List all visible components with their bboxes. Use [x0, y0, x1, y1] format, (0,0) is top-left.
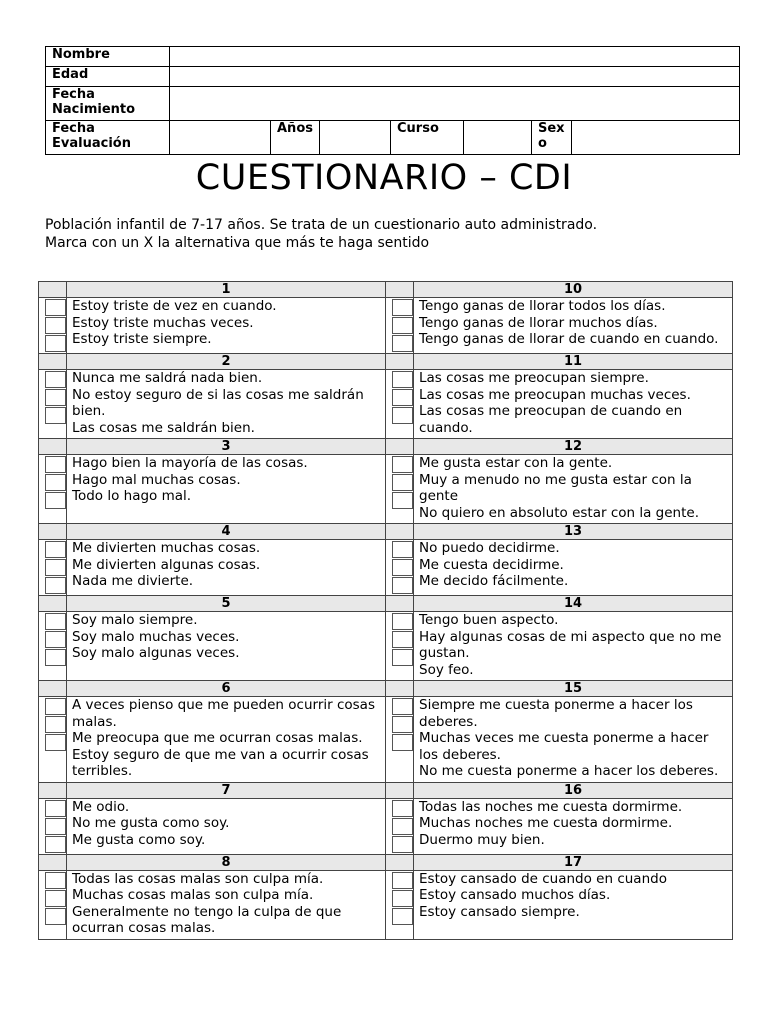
answer-option: Las cosas me preocupan muchas veces. — [419, 386, 691, 403]
answer-option: Tengo buen aspecto. — [419, 612, 559, 628]
number-cell-blank — [386, 354, 414, 370]
answer-checkbox[interactable] — [45, 649, 66, 666]
checkbox-column — [386, 540, 414, 596]
answer-option: Me gusta estar con la gente. — [419, 455, 613, 471]
answer-option: Tengo ganas de llorar muchos días. — [419, 314, 658, 331]
answer-option: Me divierten algunas cosas. — [72, 556, 261, 573]
answer-option: Hago mal muchas cosas. — [72, 471, 241, 488]
answer-option: Muchas veces me cuesta ponerme a hacer los deberes. — [419, 730, 709, 763]
answer-checkbox[interactable] — [45, 818, 66, 835]
answer-checkbox[interactable] — [392, 836, 413, 853]
item-number-row — [39, 354, 733, 370]
answer-option: Siempre me cuesta ponerme a hacer los deberes. — [419, 697, 693, 730]
answer-checkbox[interactable] — [45, 389, 66, 406]
number-cell-blank — [386, 282, 414, 298]
answer-option: Estoy triste siempre. — [72, 331, 212, 347]
answer-checkbox[interactable] — [392, 631, 413, 648]
options-column — [414, 798, 733, 854]
item-number-row — [39, 854, 733, 870]
item-number: 5 — [67, 596, 386, 612]
answer-option: Hay algunas cosas de mi aspecto que no me gustan. — [419, 628, 722, 661]
item-options-row — [39, 540, 733, 596]
student-info-table — [45, 46, 740, 155]
curso-label: Curso — [391, 121, 464, 155]
answer-checkbox[interactable] — [392, 908, 413, 925]
answer-checkbox[interactable] — [392, 559, 413, 576]
page-title: CUESTIONARIO – CDI — [195, 158, 573, 198]
checkbox-column — [39, 455, 67, 524]
checkbox-column — [39, 870, 67, 939]
answer-checkbox[interactable] — [392, 890, 413, 907]
item-number: 10 — [414, 282, 733, 298]
answer-checkbox[interactable] — [45, 299, 66, 316]
questionnaire-body — [39, 282, 733, 940]
options-column — [414, 298, 733, 354]
options-column — [67, 540, 386, 596]
fecha-nacimiento-label: Fecha Nacimiento — [46, 87, 170, 121]
answer-option: Todas las cosas malas son culpa mía. — [72, 870, 324, 887]
answer-option: Todas las noches me cuesta dormirme. — [419, 798, 683, 815]
answer-option: Estoy cansado de cuando en cuando — [419, 870, 667, 887]
sexo-label: Sex o — [532, 121, 572, 155]
answer-option: A veces pienso que me pueden ocurrir cosas malas. — [72, 697, 375, 730]
item-number: 15 — [414, 681, 733, 697]
answer-option: Me divierten muchas cosas. — [72, 540, 261, 556]
answer-checkbox[interactable] — [392, 474, 413, 491]
answer-option: Todo lo hago mal. — [72, 488, 192, 504]
item-number: 16 — [414, 782, 733, 798]
answer-checkbox[interactable] — [392, 716, 413, 733]
answer-checkbox[interactable] — [392, 734, 413, 751]
options-column — [67, 798, 386, 854]
item-options-row — [39, 370, 733, 439]
fecha-nacimiento-field[interactable] — [170, 87, 740, 121]
checkbox-column — [39, 798, 67, 854]
checkbox-column — [39, 298, 67, 354]
checkbox-column — [386, 370, 414, 439]
fecha-evaluacion-label: Fecha Evaluación — [46, 121, 170, 155]
intro-line: Marca con un X la alternativa que más te haga sentido — [45, 235, 430, 251]
item-number: 14 — [414, 596, 733, 612]
checkbox-column — [386, 697, 414, 783]
number-cell-blank — [39, 354, 67, 370]
answer-checkbox[interactable] — [392, 335, 413, 352]
answer-option: Las cosas me preocupan de cuando en cuando. — [419, 403, 683, 436]
checkbox-column — [386, 798, 414, 854]
item-number: 8 — [67, 854, 386, 870]
options-column — [67, 697, 386, 783]
answer-checkbox[interactable] — [392, 613, 413, 630]
checkbox-column — [39, 612, 67, 681]
answer-checkbox[interactable] — [45, 335, 66, 352]
answer-option: Me gusta como soy. — [72, 831, 206, 848]
number-cell-blank — [39, 524, 67, 540]
number-cell-blank — [39, 681, 67, 697]
answer-checkbox[interactable] — [392, 872, 413, 889]
answer-checkbox[interactable] — [45, 613, 66, 630]
item-options-row — [39, 455, 733, 524]
item-options-row — [39, 697, 733, 783]
nombre-field[interactable] — [170, 47, 740, 67]
options-column — [67, 370, 386, 439]
checkbox-column — [39, 697, 67, 783]
answer-option: Estoy cansado siempre. — [419, 903, 580, 920]
answer-checkbox[interactable] — [45, 698, 66, 715]
anos-label: Años — [271, 121, 320, 155]
answer-option: Las cosas me preocupan siempre. — [419, 370, 649, 386]
answer-checkbox[interactable] — [45, 371, 66, 388]
number-cell-blank — [386, 596, 414, 612]
answer-checkbox[interactable] — [392, 800, 413, 817]
answer-option: Muy a menudo no me gusta estar con la gente — [419, 471, 692, 504]
options-column — [67, 298, 386, 354]
fecha-evaluacion-field[interactable] — [170, 121, 271, 155]
answer-checkbox[interactable] — [392, 541, 413, 558]
checkbox-column — [386, 870, 414, 939]
answer-checkbox[interactable] — [392, 577, 413, 594]
item-number: 13 — [414, 524, 733, 540]
item-number-row — [39, 439, 733, 455]
answer-checkbox[interactable] — [392, 698, 413, 715]
item-options-row — [39, 870, 733, 939]
answer-checkbox[interactable] — [392, 818, 413, 835]
answer-checkbox[interactable] — [392, 317, 413, 334]
item-number: 17 — [414, 854, 733, 870]
number-cell-blank — [386, 681, 414, 697]
answer-option: No estoy seguro de si las cosas me saldrán bien. — [72, 386, 364, 419]
number-cell-blank — [39, 282, 67, 298]
item-number-row — [39, 596, 733, 612]
answer-checkbox[interactable] — [392, 456, 413, 473]
sexo-field[interactable] — [572, 121, 740, 155]
options-column — [414, 697, 733, 783]
answer-checkbox[interactable] — [392, 649, 413, 666]
answer-option: Muchas cosas malas son culpa mía. — [72, 887, 314, 903]
answer-checkbox[interactable] — [45, 317, 66, 334]
answer-option: Tengo ganas de llorar de cuando en cuando. — [419, 331, 719, 347]
answer-checkbox[interactable] — [45, 800, 66, 817]
options-column — [67, 870, 386, 939]
item-number: 3 — [67, 439, 386, 455]
item-options-row — [39, 298, 733, 354]
options-column — [67, 612, 386, 681]
answer-option: Me preocupa que me ocurran cosas malas. — [72, 730, 363, 746]
answer-option: Nunca me saldrá nada bien. — [72, 370, 263, 386]
answer-option: Estoy cansado muchos días. — [419, 887, 611, 903]
item-options-row — [39, 612, 733, 681]
options-column — [414, 540, 733, 596]
answer-checkbox[interactable] — [45, 836, 66, 853]
checkbox-column — [386, 612, 414, 681]
item-number-row — [39, 282, 733, 298]
answer-checkbox[interactable] — [392, 389, 413, 406]
item-number: 2 — [67, 354, 386, 370]
item-number-row — [39, 782, 733, 798]
answer-checkbox[interactable] — [392, 371, 413, 388]
answer-option: Me decido fácilmente. — [419, 573, 569, 589]
answer-checkbox[interactable] — [392, 492, 413, 509]
item-number: 12 — [414, 439, 733, 455]
checkbox-column — [39, 540, 67, 596]
answer-checkbox[interactable] — [45, 631, 66, 648]
answer-checkbox[interactable] — [392, 407, 413, 424]
item-number: 7 — [67, 782, 386, 798]
answer-checkbox[interactable] — [45, 456, 66, 473]
answer-option: Soy feo. — [419, 661, 474, 678]
anos-field[interactable] — [320, 121, 391, 155]
answer-checkbox[interactable] — [392, 299, 413, 316]
answer-option: Me odio. — [72, 798, 130, 815]
answer-option: Hago bien la mayoría de las cosas. — [72, 455, 308, 471]
edad-label: Edad — [46, 67, 170, 87]
options-column — [414, 455, 733, 524]
answer-option: Estoy seguro de que me van a ocurrir cosas terribles. — [72, 746, 369, 779]
answer-option: Las cosas me saldrán bien. — [72, 419, 255, 436]
answer-option: Nada me divierte. — [72, 573, 194, 589]
answer-option: No me gusta como soy. — [72, 815, 230, 831]
answer-checkbox[interactable] — [45, 890, 66, 907]
answer-checkbox[interactable] — [45, 541, 66, 558]
answer-option: Duermo muy bien. — [419, 831, 545, 848]
answer-checkbox[interactable] — [45, 716, 66, 733]
intro-line: Población infantil de 7-17 años. Se trata de un cuestionario auto administrado. — [45, 217, 598, 233]
item-number: 1 — [67, 282, 386, 298]
answer-checkbox[interactable] — [45, 407, 66, 424]
number-cell-blank — [386, 782, 414, 798]
answer-checkbox[interactable] — [45, 577, 66, 594]
number-cell-blank — [39, 596, 67, 612]
number-cell-blank — [39, 782, 67, 798]
item-number: 4 — [67, 524, 386, 540]
answer-option: Generalmente no tengo la culpa de que ocurran cosas malas. — [72, 903, 342, 936]
options-column — [414, 870, 733, 939]
questionnaire-table — [38, 281, 733, 940]
options-column — [414, 612, 733, 681]
answer-option: Tengo ganas de llorar todos los días. — [419, 298, 666, 314]
edad-field[interactable] — [170, 67, 740, 87]
answer-checkbox[interactable] — [45, 492, 66, 509]
answer-checkbox[interactable] — [45, 872, 66, 889]
nombre-label: Nombre — [46, 47, 170, 67]
answer-option: No me cuesta ponerme a hacer los deberes. — [419, 763, 719, 779]
number-cell-blank — [386, 854, 414, 870]
checkbox-column — [39, 370, 67, 439]
options-column — [414, 370, 733, 439]
item-number: 11 — [414, 354, 733, 370]
checkbox-column — [386, 298, 414, 354]
number-cell-blank — [39, 439, 67, 455]
item-number-row — [39, 524, 733, 540]
item-number: 6 — [67, 681, 386, 697]
item-options-row — [39, 798, 733, 854]
number-cell-blank — [39, 854, 67, 870]
answer-option: Soy malo algunas veces. — [72, 645, 240, 661]
answer-option: Muchas noches me cuesta dormirme. — [419, 815, 673, 831]
answer-option: No puedo decidirme. — [419, 540, 560, 556]
number-cell-blank — [386, 524, 414, 540]
number-cell-blank — [386, 439, 414, 455]
checkbox-column — [386, 455, 414, 524]
answer-option: Me cuesta decidirme. — [419, 556, 564, 573]
options-column — [67, 455, 386, 524]
answer-option: Soy malo muchas veces. — [72, 628, 240, 645]
answer-option: No quiero en absoluto estar con la gente. — [419, 504, 699, 521]
answer-option: Soy malo siempre. — [72, 612, 198, 628]
answer-checkbox[interactable] — [45, 474, 66, 491]
answer-checkbox[interactable] — [45, 734, 66, 751]
answer-option: Estoy triste de vez en cuando. — [72, 298, 277, 314]
answer-checkbox[interactable] — [45, 559, 66, 576]
curso-field[interactable] — [464, 121, 532, 155]
answer-option: Estoy triste muchas veces. — [72, 314, 254, 331]
item-number-row — [39, 681, 733, 697]
answer-checkbox[interactable] — [45, 908, 66, 925]
